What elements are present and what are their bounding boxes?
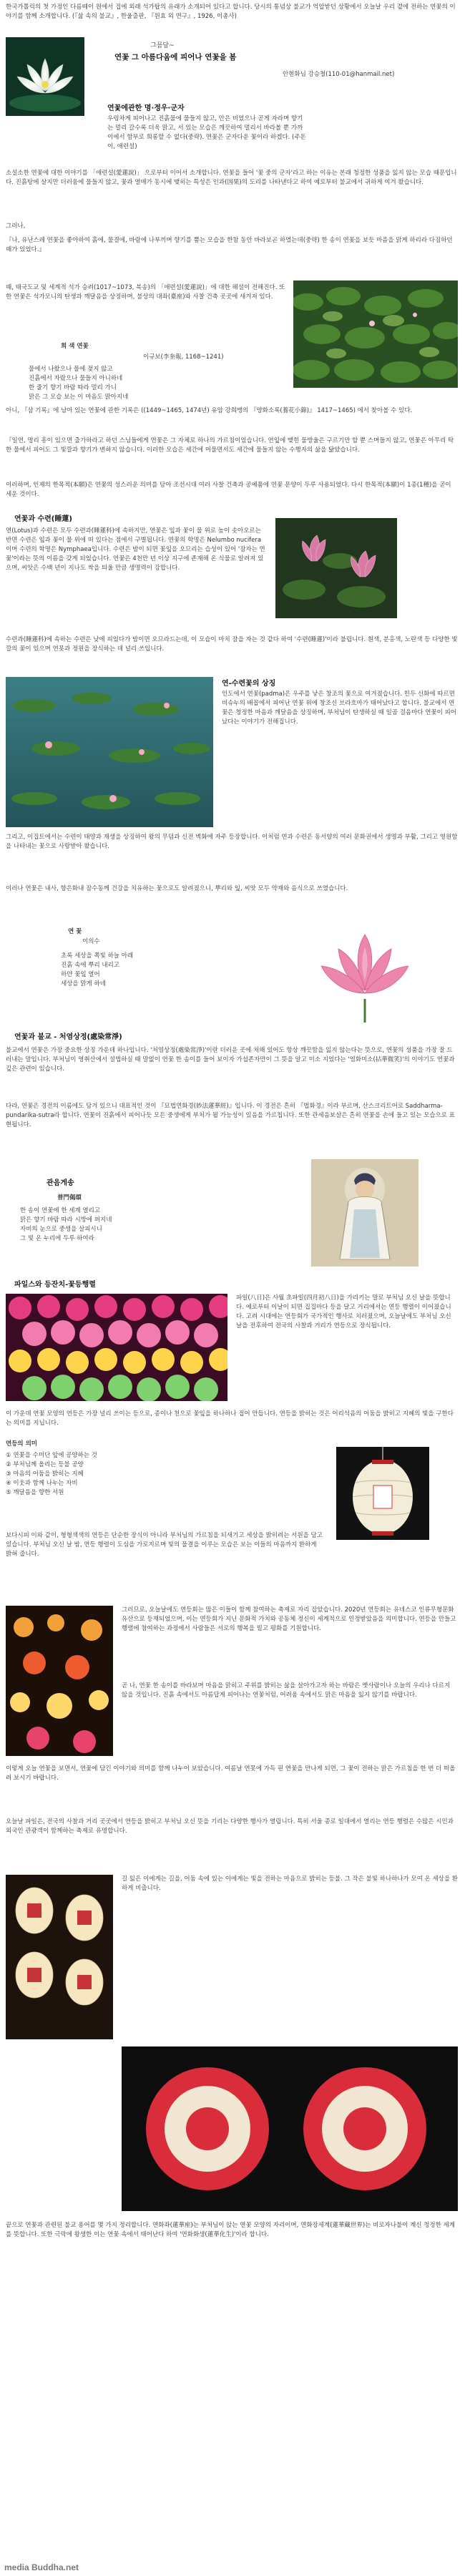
section6-body5: 길 잃은 이에게는 길을, 어둠 속에 있는 이에게는 빛을 전하는 마음으로 밝히는 등불. 그 작은 불빛 하나하나가 모여 온 세상을 환하게 비춥니다.: [122, 1875, 458, 1892]
poem3-title: 普門偈頌: [57, 1194, 82, 1201]
list-item: ③ 마음의 어둠을 밝히는 지혜: [6, 1470, 84, 1478]
poem-line: 한 송이 연꽃에 한 세계 열리고: [20, 1207, 101, 1214]
section2-body3: 연(Lotus)과 수련은 모두 수련과(睡蓮科)에 속하지만, 연꽃은 잎과 꽃이 물 위로 높이 솟아오르는 반면 수련은 잎과 꽃이 물 위에 떠 있다는 점에서 구별됩니다. 연꽃의 학명은 Nelumbo nucifera이며 수련의 학명은 Nymphaea입니다. 수련은 밤이 되면 꽃잎을 오므리는 습성이 있어 '잠자는 연꽃'이라는 뜻의 이름을 갖게 되었습니다. 연꽃은 4천만 년 이상 지구에 존재해 온 식물로 알려져 있으며, 씨앗은 수백 년이 지나도 싹을 틔울 만큼 생명력이 강합니다.: [6, 527, 265, 572]
round-lanterns-image: [122, 2046, 458, 2211]
section1b-body: 때, 태국도교 및 세계적 석가 승려(1017~1073, 북송)의 「애련설(愛蓮說)」에 대한 해설이 전해진다. 또한 연꽃은 석가모니의 탄생과 깨달음을 상징하며, 불상의 대좌(臺座)와 사찰 건축 곳곳에 새겨져 있다.: [6, 284, 285, 301]
page-title: 연꽃 그 아름다움에 피어나 연꽃을 봄: [114, 53, 237, 62]
poem1-title: 희 색 연꽃: [61, 343, 89, 350]
poem2-author: 이의수: [82, 938, 100, 945]
section4-subheading: 연꽃과 불교 - 처염상정(處染常淨): [14, 1033, 122, 1041]
brand-logo: media Buddha.net: [4, 2562, 79, 2572]
section1-quote: 우렁차게 피어나고 진흙물에 물들지 않고, 안은 비었으나 곧게 자라며 향기는 멀리 갈수록 더욱 맑고, 서 있는 모습은 깨끗하여 멀리서 바라볼 뿐 가까이에서 함부로 희롱할 수 없다(중략). 연꽃은 군자다운 꽃이라 하겠다. (주돈이, 애련설): [107, 115, 306, 150]
section1b-closing: 아니, 『삼 기록』에 남아 있는 연꽃에 관한 기록은 ((1449~1465, 1474년) 유암 강희맹의 『양화소록(養花小錄)』 1417~1465) 에서 찾아볼 수 있다.: [6, 407, 413, 414]
section5-subheading: 파일스와 등잔치-꽃등행렬: [14, 1281, 96, 1289]
section6-body2: 곧 나, 연꽃 한 송이를 바라보며 마음을 맑히고 주위를 밝히는 삶을 살아가고자 하는 바람은 옛사람이나 오늘의 우리나 다르지 않을 것입니다. 진흙 속에서도 아름답게 피어나는 연꽃처럼, 어려움 속에서도 맑은 마음을 잃지 않기를 바랍니다.: [122, 1682, 451, 1699]
list-item: ④ 이웃과 함께 나누는 자비: [6, 1480, 78, 1487]
section6-body6: 끝으로 연꽃과 관련된 불교 용어를 몇 가지 정리합니다. 연화좌(蓮華座)는 부처님이 앉는 연꽃 모양의 자리이며, 연화장세계(蓮華藏世界)는 비로자나불이 계신 청정한 세계를 뜻합니다. 또한 극락에 왕생한 이는 연꽃 속에서 태어난다 하여 '연화화생(蓮華化生)'이라 합니다.: [6, 2222, 455, 2238]
list-item: ⑤ 깨달음을 향한 서원: [6, 1489, 64, 1496]
poem1-lines: [29, 365, 286, 402]
section2-body: 『일연, 명리 흥이 있으면 출가하라고 하던 스님들에게 연꽃은 그 자체로 하나의 가르침이었습니다. 연잎에 맺힌 물방울은 구르기만 할 뿐 스며들지 않고, 연꽃은 아무리 탁한 물에서 피어도 그 빛깔과 향기가 변하지 않습니다. 이러한 모습은 세간에 머물면서도 세간에 물들지 않는 수행자의 삶을 닮았습니다.: [6, 437, 454, 454]
lotus-lanterns-image: [6, 1294, 227, 1401]
title-kicker: 그믐달~: [150, 42, 175, 49]
section3-body: 인도에서 연꽃(padma)은 우주를 낳은 창조의 꽃으로 여겨졌습니다. 힌두 신화에 따르면 비슈누의 배꼽에서 피어난 연꽃 위에 창조신 브라흐마가 태어났다고 합니다. 불교에서 연꽃은 청정한 마음과 깨달음을 상징하며, 부처님이 탄생하실 때 일곱 걸음마다 연꽃이 피어났다는 이야기가 전해집니다.: [222, 691, 457, 726]
section4-body: 불교에서 연꽃은 가장 중요한 상징 가운데 하나입니다. '처염상정(處染常淨)'이란 더러운 곳에 처해 있어도 항상 깨끗함을 잃지 않는다는 뜻으로, 연꽃의 성품을 가장 잘 드러내는 말입니다. 부처님이 영취산에서 설법하실 때 말없이 연꽃 한 송이를 들어 보이자 가섭존자만이 그 뜻을 알고 미소 지었다는 '염화미소(拈華微笑)'의 이야기도 연꽃과 깊은 관련이 있습니다.: [6, 1047, 455, 1073]
section6-body3: 이렇게 오늘 연꽃을 보면서, 연꽃에 담긴 이야기와 의미를 함께 나누어 보았습니다. 여름날 연못에 가득 핀 연꽃을 만나게 되면, 그 꽃이 전하는 맑은 가르침을 한 번 더 떠올려 보시기 바랍니다.: [6, 1765, 456, 1782]
section1-quote2: 『나, 유난스레 연꽃을 좋아하여 흙에, 물결에, 바람에 나부끼며 향기를 뿜는 모습을 한참 동안 바라보곤 하였는데(중략) 한 송이 연꽃을 보듯 마음을 맑게 하리라 다짐하던 때가 있었다.』: [6, 237, 453, 253]
poem-line: 진흙에서 자랐으나 물들지 아니하네: [29, 375, 123, 382]
section5-body2: 이 가운데 연꽃 모양의 연등은 가장 널리 쓰이는 등으로, 종이나 천으로 꽃잎을 하나하나 접어 만듭니다. 연등을 밝히는 것은 어리석음의 어둠을 밝히고 지혜의 빛을 구한다는 의미를 지닙니다.: [6, 1410, 454, 1427]
water-lily-image: [275, 518, 397, 618]
poem-line: 한 줄기 향기 바람 따라 멀리 가니: [29, 384, 117, 391]
guanyin-painting-image: [311, 1159, 418, 1267]
section1-body: 소설소한 연꽃에 대한 이야기를 「애련설(愛蓮說)」 으로부터 이어서 소개합니다. 연꽃을 들어 '꽃 중의 군자'라고 하는 이유는 본래 청정한 성품을 잃지 않는 모습 때문입니다. 진흙탕에 살지만 더러움에 물들지 않고, 꽃과 열매가 동시에 맺히는 특성은 인과(因果)의 도리를 나타낸다고 하여 예로부터 불교에서 귀하게 여겨 왔습니다.: [6, 170, 457, 186]
poem1-author: 이규보(李奎報, 1168~1241): [143, 353, 224, 361]
list-item: ① 연꽃을 수미단 앞에 공양하는 것: [6, 1452, 97, 1459]
intro-paragraph: 한국가톨릭의 첫 가정인 다름떼이 원에서 집에 외래 석가탑의 유래가 소개되어 있다고 합니다. 당시의 통념상 불교가 억압받던 상황에서 오늘날 우리 곁에 전하는 연꽃의 이야기를 함께 소개합니다. (『삶 속의 불교』, 한울출판, 『원효 외 연구』, 1926, 이총사): [6, 4, 456, 20]
section1-heading: 연꽃에관한 명·정우·군자: [107, 104, 185, 112]
poem3-lines: [20, 1206, 278, 1244]
section4-body2: 다라, 연꽃은 경전의 이름에도 담겨 있으니 대표적인 것이 『묘법연화경(妙法蓮華經)』입니다. 이 경전은 흔히 『법화경』이라 부르며, 산스크리트어로 Saddharma-pundarika-sutra라 합니다. 연꽃이 진흙에서 피어나듯 모든 중생에게 부처가 될 가능성이 있음을 가르칩니다. 또한 관세음보살은 흔히 연꽃을 손에 들고 있는 모습으로 표현됩니다.: [6, 1103, 455, 1128]
poem-line: 물에서 나왔으나 물에 젖지 않고: [29, 366, 113, 373]
author-line: 안현화님 강승철(110-01@hanmail.net): [283, 71, 395, 78]
pink-lotus-image: [311, 919, 418, 1023]
lotus-pond-image: [293, 280, 458, 388]
section5-list-title: 연등의 의미: [6, 1440, 38, 1448]
poem-line: 맑은 향기 바람 따라 시방에 퍼지네: [20, 1216, 112, 1224]
section5-list: [6, 1451, 313, 1498]
water-lily-pond-image: [6, 677, 213, 827]
poem-line: 세상을 맑게 하네: [61, 980, 106, 987]
section6-body4: 오늘날 파일은, 전국의 사찰과 거리 곳곳에서 연등을 밝히고 부처님 오신 뜻을 기리는 다양한 행사가 열립니다. 특히 서울 종로 일대에서 열리는 연등 행렬은 수많은 시민과 외국인 관광객이 함께하는 축제로 유명합니다.: [6, 1818, 454, 1835]
white-lotus-image: [6, 37, 84, 116]
poem-line: 그 빛 온 누리에 두루 하여라: [20, 1235, 94, 1242]
section3-subheading: 연-수련꽃의 상징: [222, 680, 276, 688]
section4-subheading2: 관음게송: [46, 1179, 74, 1187]
section3-body2: 그리고, 이집트에서는 수련이 태양과 재생을 상징하여 왕의 무덤과 신전 벽화에 자주 등장합니다. 이처럼 연과 수련은 동서양의 여러 문화권에서 생명과 부활, 그리고 영원함을 나타내는 꽃으로 사랑받아 왔습니다.: [6, 834, 458, 850]
section3-body3: 이러나 연꽃은 내사, 향은화내 잠수동께 건강을 치유하는 꽃으로도 알려졌으니, 뿌리와 잎, 씨앗 모두 약재와 음식으로 쓰였습니다.: [6, 885, 348, 892]
poem-line: 하얀 꽃잎 열어: [61, 971, 100, 978]
prayer-lanterns-image: [6, 1875, 113, 2039]
section2-body4: 수련과(睡蓮科)에 속하는 수련은 낮에 피었다가 밤이면 오므라드는데, 이 모습이 마치 잠을 자는 것 같다 하여 '수련(睡蓮)'이라 불립니다. 흰색, 분홍색, 노란색 등 다양한 빛깔의 꽃이 있으며 연못과 정원을 장식하는 데 널리 쓰입니다.: [6, 636, 458, 653]
poem-line: 맑은 그 모습 보는 이 마음도 맑아지네: [29, 394, 129, 401]
section2-body2: 이러하며, 인제의 한목적(本願)은 연꽃의 성스러운 의미를 담아 조선시대 여러 사찰 건축과 공예품에 연꽃 문양이 두루 사용되었다. 다시 한목적(本願)이 1종(1種)을 곧이 세운 것이다.: [6, 482, 451, 498]
lantern-parade-image: [6, 1606, 113, 1756]
section1-transition: 그러나,: [6, 223, 26, 230]
poem2-lines: [61, 952, 240, 989]
site-watermark: [0, 2558, 465, 2576]
poem-line: 자비의 눈으로 중생을 살피시니: [20, 1226, 102, 1233]
poem-line: 진흙 속에 뿌리 내리고: [61, 962, 120, 969]
section6-body: 그러므로, 오늘날에도 연등회는 많은 이들이 함께 참여하는 축제로 자리 잡았습니다. 2020년 연등회는 유네스코 인류무형문화유산으로 등재되었으며, 이는 연등회가 지닌 문화적 가치와 공동체 정신이 세계적으로 인정받았음을 의미합니다. 연등을 만들고 행렬에 참여하는 과정에서 사람들은 서로의 행복을 빌고 평화를 기원합니다.: [122, 1606, 456, 1632]
section5-body: 파일(八日)은 사월 초파일(四月初八日)을 가리키는 말로 부처님 오신 날을 뜻합니다. 예로부터 이날이 되면 집집마다 등을 달고 거리에서는 연등 행렬이 이어졌습니다. 고려 시대에는 연등회가 국가적인 행사로 치러졌으며, 오늘날에도 부처님 오신 날을 전후하여 전국의 사찰과 거리가 연등으로 장식됩니다.: [236, 1294, 451, 1330]
list-item: ② 부처님께 올리는 등불 공양: [6, 1461, 84, 1468]
section2-subheading: 연꽃과 수련(睡蓮): [14, 515, 72, 523]
section5-body3: 보다시피 이와 같이, 형형색색의 연등은 단순한 장식이 아니라 부처님의 가르침을 되새기고 세상을 밝히려는 서원을 담고 있습니다. 부처님 오신 날 밤, 연등 행렬이 도심을 가로지르며 빛의 물결을 이루는 모습은 보는 이들의 마음까지 환하게 밝혀 줍니다.: [6, 1532, 323, 1558]
poem-line: 초록 세상을 쪽빛 하늘 아래: [61, 952, 134, 960]
paper-lantern-image: [336, 1447, 429, 1540]
poem2-title: 연 꽃: [68, 928, 82, 935]
